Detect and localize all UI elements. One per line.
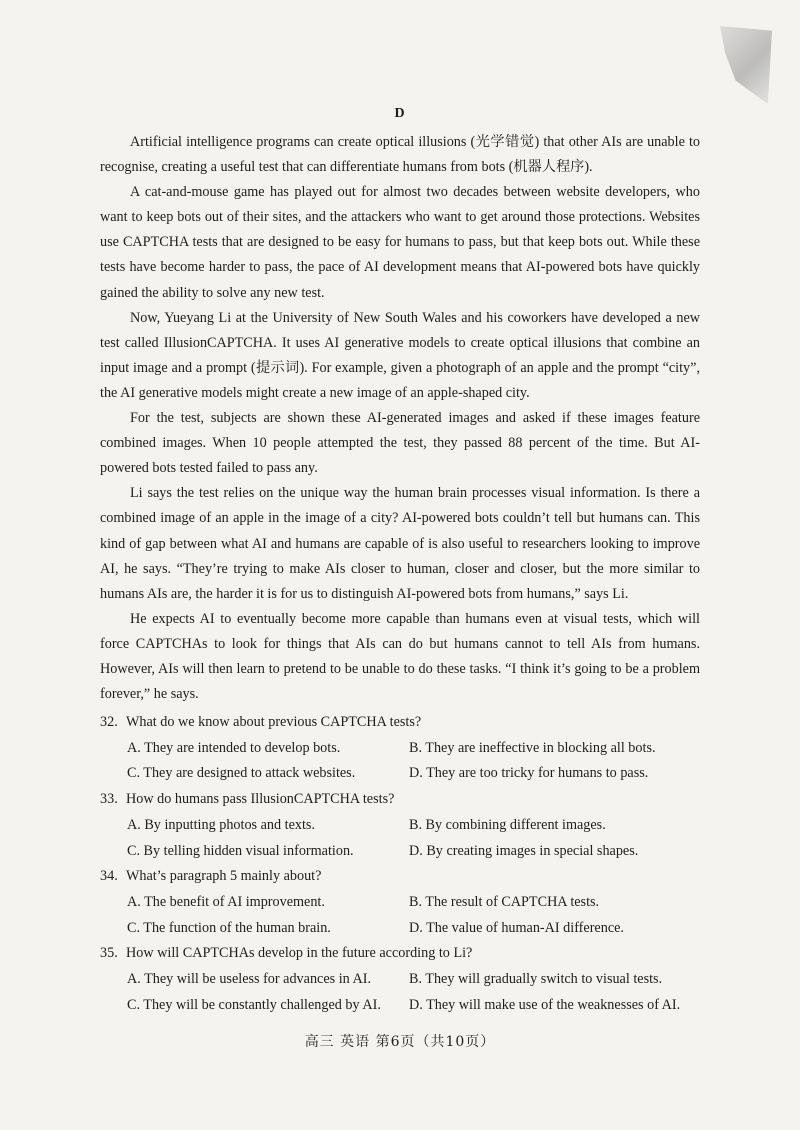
option-row: [100, 761, 710, 787]
question-text: What’s paragraph 5 mainly about?: [126, 868, 322, 885]
option-a[interactable]: A. The benefit of AI improvement.: [127, 893, 325, 910]
option-row: [100, 890, 710, 916]
option-row: [100, 967, 710, 993]
option-d[interactable]: D. By creating images in special shapes.: [409, 842, 639, 859]
option-row: [100, 916, 710, 942]
question-number: 32.: [100, 714, 118, 730]
question-stem: [100, 710, 710, 736]
option-row: [100, 736, 710, 762]
question-34: [100, 864, 710, 941]
paragraph-3: Now, Yueyang Li at the University of New South Wales and his coworkers have developed a new test called IllusionCAPTCHA. It uses AI generative models to create optical illusions that combine an input image and a prompt (提示词). For example, given a photograph of an apple and the prompt “city”, the AI generative models might create a new image of an apple-shaped city.: [100, 309, 700, 401]
option-d[interactable]: D. They will make use of the weaknesses of AI.: [409, 996, 681, 1013]
question-number: 33.: [100, 791, 118, 808]
question-35: [100, 941, 710, 1018]
question-number: 35.: [100, 945, 118, 962]
option-a[interactable]: A. They are intended to develop bots.: [127, 739, 341, 756]
question-text: What do we know about previous CAPTCHA tests?: [126, 714, 422, 730]
reading-passage: [100, 130, 700, 707]
option-row: [100, 993, 710, 1019]
question-number: 34.: [100, 868, 118, 885]
scan-corner-mark: [720, 26, 772, 104]
option-b[interactable]: B. They are ineffective in blocking all bots.: [409, 739, 656, 756]
option-b[interactable]: B. The result of CAPTCHA tests.: [409, 893, 600, 910]
paragraph-2: A cat-and-mouse game has played out for almost two decades between website developers, who want to keep bots out of their sites, and the attackers who want to get around those protections. Websites use CAPTCHA tests that are designed to be easy for humans to pass, but that keep bots out. While these tests have become harder to pass, the pace of AI development means that AI-powered bots have quickly gained the ability to solve any new test.: [100, 184, 700, 301]
question-text: How will CAPTCHAs develop in the future according to Li?: [126, 945, 473, 962]
page-footer: 高三 英语 第6页（共10页）: [304, 1034, 496, 1050]
question-list: [100, 710, 710, 1018]
question-stem: [100, 864, 710, 890]
option-row: [100, 839, 710, 865]
section-letter: D: [394, 106, 406, 121]
option-b[interactable]: B. They will gradually switch to visual tests.: [409, 971, 663, 988]
option-d[interactable]: D. They are too tricky for humans to pass.: [409, 765, 649, 782]
question-33: [100, 787, 710, 864]
paragraph-4: For the test, subjects are shown these AI-generated images and asked if these images feature combined images. When 10 people attempted the test, they passed 88 percent of the time. But AI-powered bots tested failed to pass any.: [100, 410, 700, 477]
option-c[interactable]: C. The function of the human brain.: [127, 919, 331, 936]
paragraph-6: He expects AI to eventually become more capable than humans even at visual tests, which will force CAPTCHAs to look for things that AIs can do but humans cannot to tell AIs from humans. However, AIs will then learn to pretend to be unable to do these tasks. “I think it’s going to be a problem forever,” he says.: [100, 610, 700, 703]
question-32: [100, 710, 710, 787]
option-a[interactable]: A. They will be useless for advances in AI.: [127, 971, 372, 988]
option-row: [100, 813, 710, 839]
option-b[interactable]: B. By combining different images.: [409, 816, 606, 833]
question-stem: [100, 941, 710, 967]
question-text: How do humans pass IllusionCAPTCHA tests?: [126, 791, 395, 808]
question-stem: [100, 787, 710, 813]
option-c[interactable]: C. By telling hidden visual information.: [127, 842, 354, 859]
option-c[interactable]: C. They are designed to attack websites.: [127, 765, 356, 782]
option-c[interactable]: C. They will be constantly challenged by AI.: [127, 996, 381, 1013]
paragraph-1: Artificial intelligence programs can create optical illusions (光学错觉) that other AIs are unable to recognise, creating a useful test that can differentiate humans from bots (机器人程序).: [100, 134, 700, 176]
paragraph-5: Li says the test relies on the unique way the human brain processes visual information. Is there a combined image of an apple in the image of a city? AI-powered bots couldn’t tell but humans can. This kind of gap between what AI and humans are capable of is also useful to researchers looking to improve AI, he says. “They’re trying to make AIs closer to human, closer and closer, but the more similar to humans AIs are, the harder it is for us to distinguish AI-powered bots from humans,” says Li.: [100, 485, 700, 602]
option-d[interactable]: D. The value of human-AI difference.: [409, 919, 624, 936]
option-a[interactable]: A. By inputting photos and texts.: [127, 816, 315, 833]
